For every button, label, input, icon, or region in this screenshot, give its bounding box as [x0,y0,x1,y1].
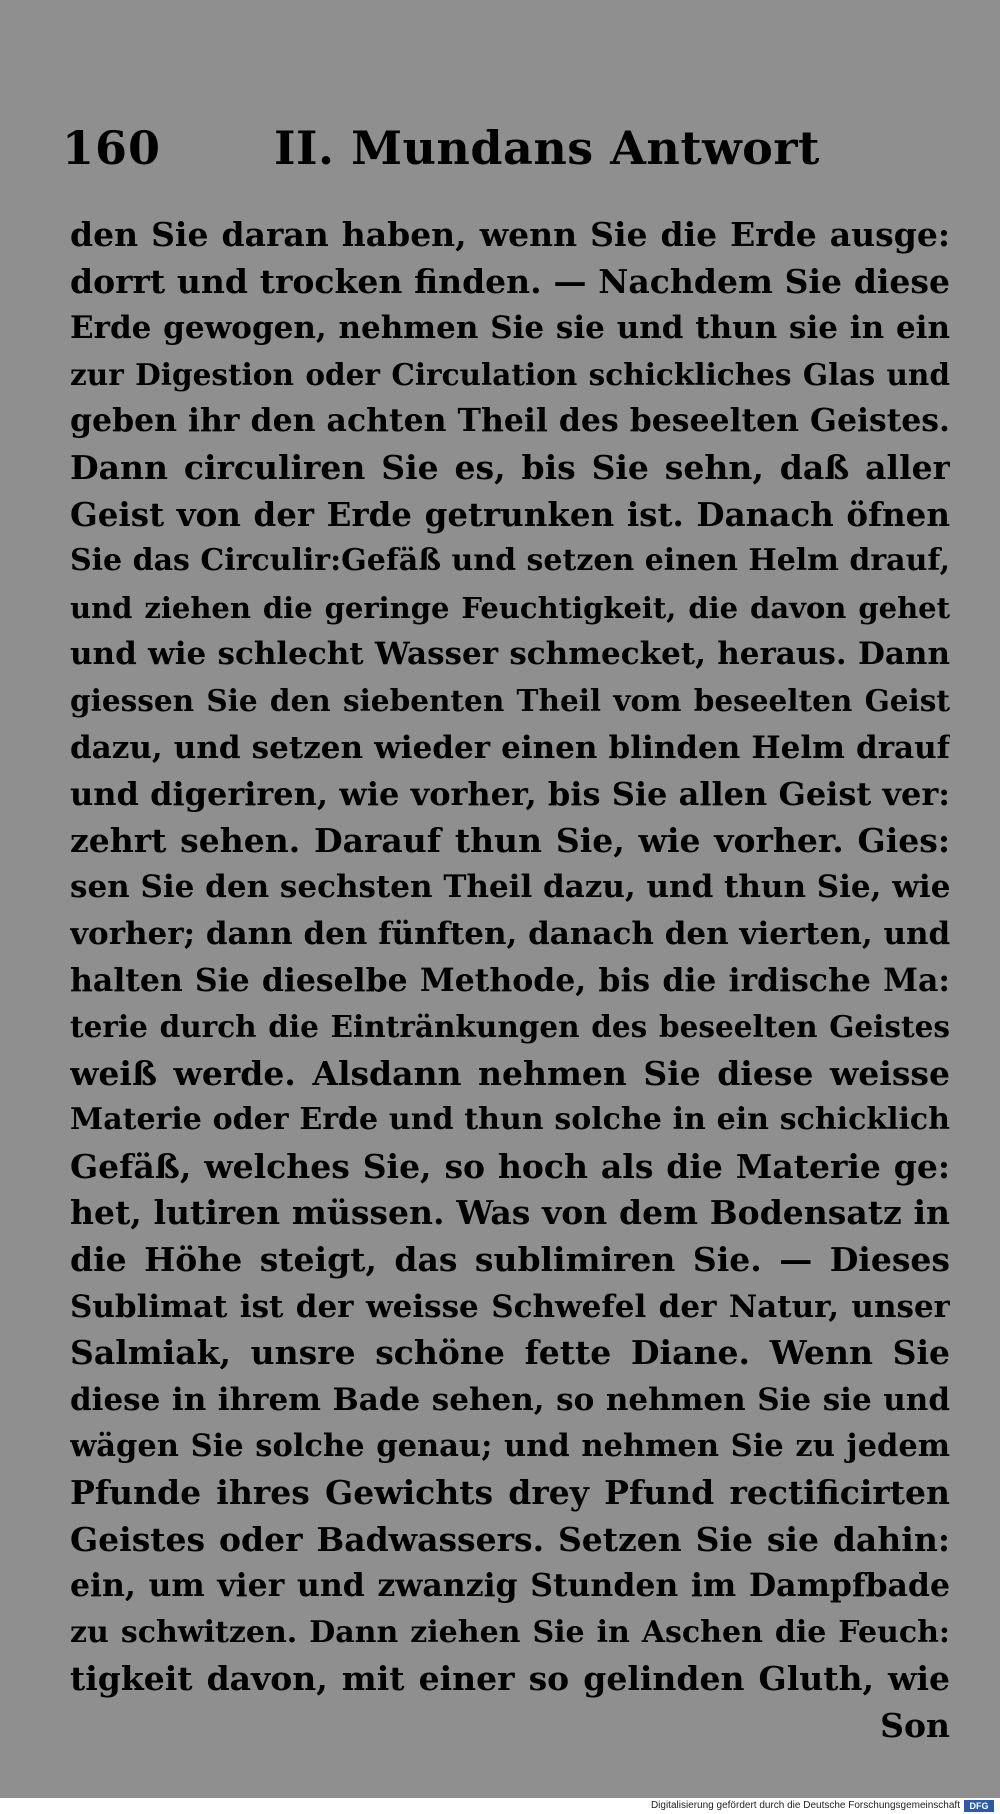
text-line: zur Digestion oder Circulation schickliches Glas und [70,356,950,392]
text-line: diese in ihrem Bade sehen, so nehmen Sie sie und [70,1381,950,1418]
text-line: und digeriren, wie vorher, bis Sie allen Geist ver: [70,775,950,814]
text-line: dorrt und trocken finden. — Nachdem Sie diese [70,261,950,301]
text-line: geben ihr den achten Theil des beseelten Geistes. [70,402,950,440]
text-line: terie durch die Eintränkungen des beseelten Geistes [70,1009,950,1045]
text-line: zehrt sehen. Darauf thun Sie, wie vorher. Gies: [70,820,950,860]
text-line: wägen Sie solche genau; und nehmen Sie zu jedem [70,1428,950,1465]
text-line: Erde gewogen, nehmen Sie sie und thun sie in ein [70,310,950,347]
text-line: vorher; dann den fünften, danach den vierten, und [70,915,950,952]
page-header [62,118,962,178]
digitization-footer [0,1798,1000,1814]
text-line: zu schwitzen. Dann ziehen Sie in Aschen die Feuch: [70,1614,950,1650]
text-line: und wie schlecht Wasser schmecket, heraus. Dann [70,636,950,673]
catchword: Son [880,1706,950,1745]
text-line: Geistes oder Badwassers. Setzen Sie sie dahin: [70,1519,950,1559]
text-line: den Sie daran haben, wenn Sie die Erde ausge: [70,215,950,254]
text-line: Sublimat ist der weisse Schwefel der Natur, unser [70,1288,950,1325]
text-line: Salmiak, unsre schöne fette Diane. Wenn Sie [70,1333,950,1373]
text-line: het, lutiren müssen. Was von dem Bodensatz in [70,1193,950,1233]
text-line: Pfunde ihres Gewichts drey Pfund rectificirten [70,1473,950,1513]
text-line: Sie das Circulir:Gefäß und setzen einen Helm drauf, [70,543,950,579]
text-line: tigkeit davon, mit einer so gelinden Gluth, wie [70,1659,950,1699]
body-text [70,212,950,1750]
text-line: Gefäß, welches Sie, so hoch als die Materie ge: [70,1146,950,1186]
text-line: und ziehen die geringe Feuchtigkeit, die davon gehet [70,590,950,625]
page-number: 160 [62,121,162,175]
text-line: die Höhe steigt, das sublimiren Sie. — Dieses [70,1240,950,1280]
text-line: Dann circuliren Sie es, bis Sie sehn, daß aller [70,447,950,487]
text-line: Materie oder Erde und thun solche in ein schicklich [70,1102,950,1138]
text-line: sen Sie den sechsten Theil dazu, und thun Sie, wie [70,869,950,906]
text-line: Geist von der Erde getrunken ist. Danach öfnen [70,494,950,534]
dfg-logo-icon: DFG [964,1800,994,1812]
running-title: II. Mundans Antwort [274,121,820,175]
funding-credit: Digitalisierung gefördert durch die Deutsche Forschungsgemeinschaft [650,1800,960,1811]
text-line: giessen Sie den siebenten Theil vom beseelten Geist [70,682,950,718]
text-line: weiß werde. Alsdann nehmen Sie diese weisse [70,1053,950,1093]
text-line: ein, um vier und zwanzig Stunden im Dampfbade [70,1567,950,1605]
text-line: dazu, und setzen wieder einen blinden Helm drauf [70,729,950,766]
text-line: halten Sie dieselbe Methode, bis die irdische Ma: [70,961,950,999]
